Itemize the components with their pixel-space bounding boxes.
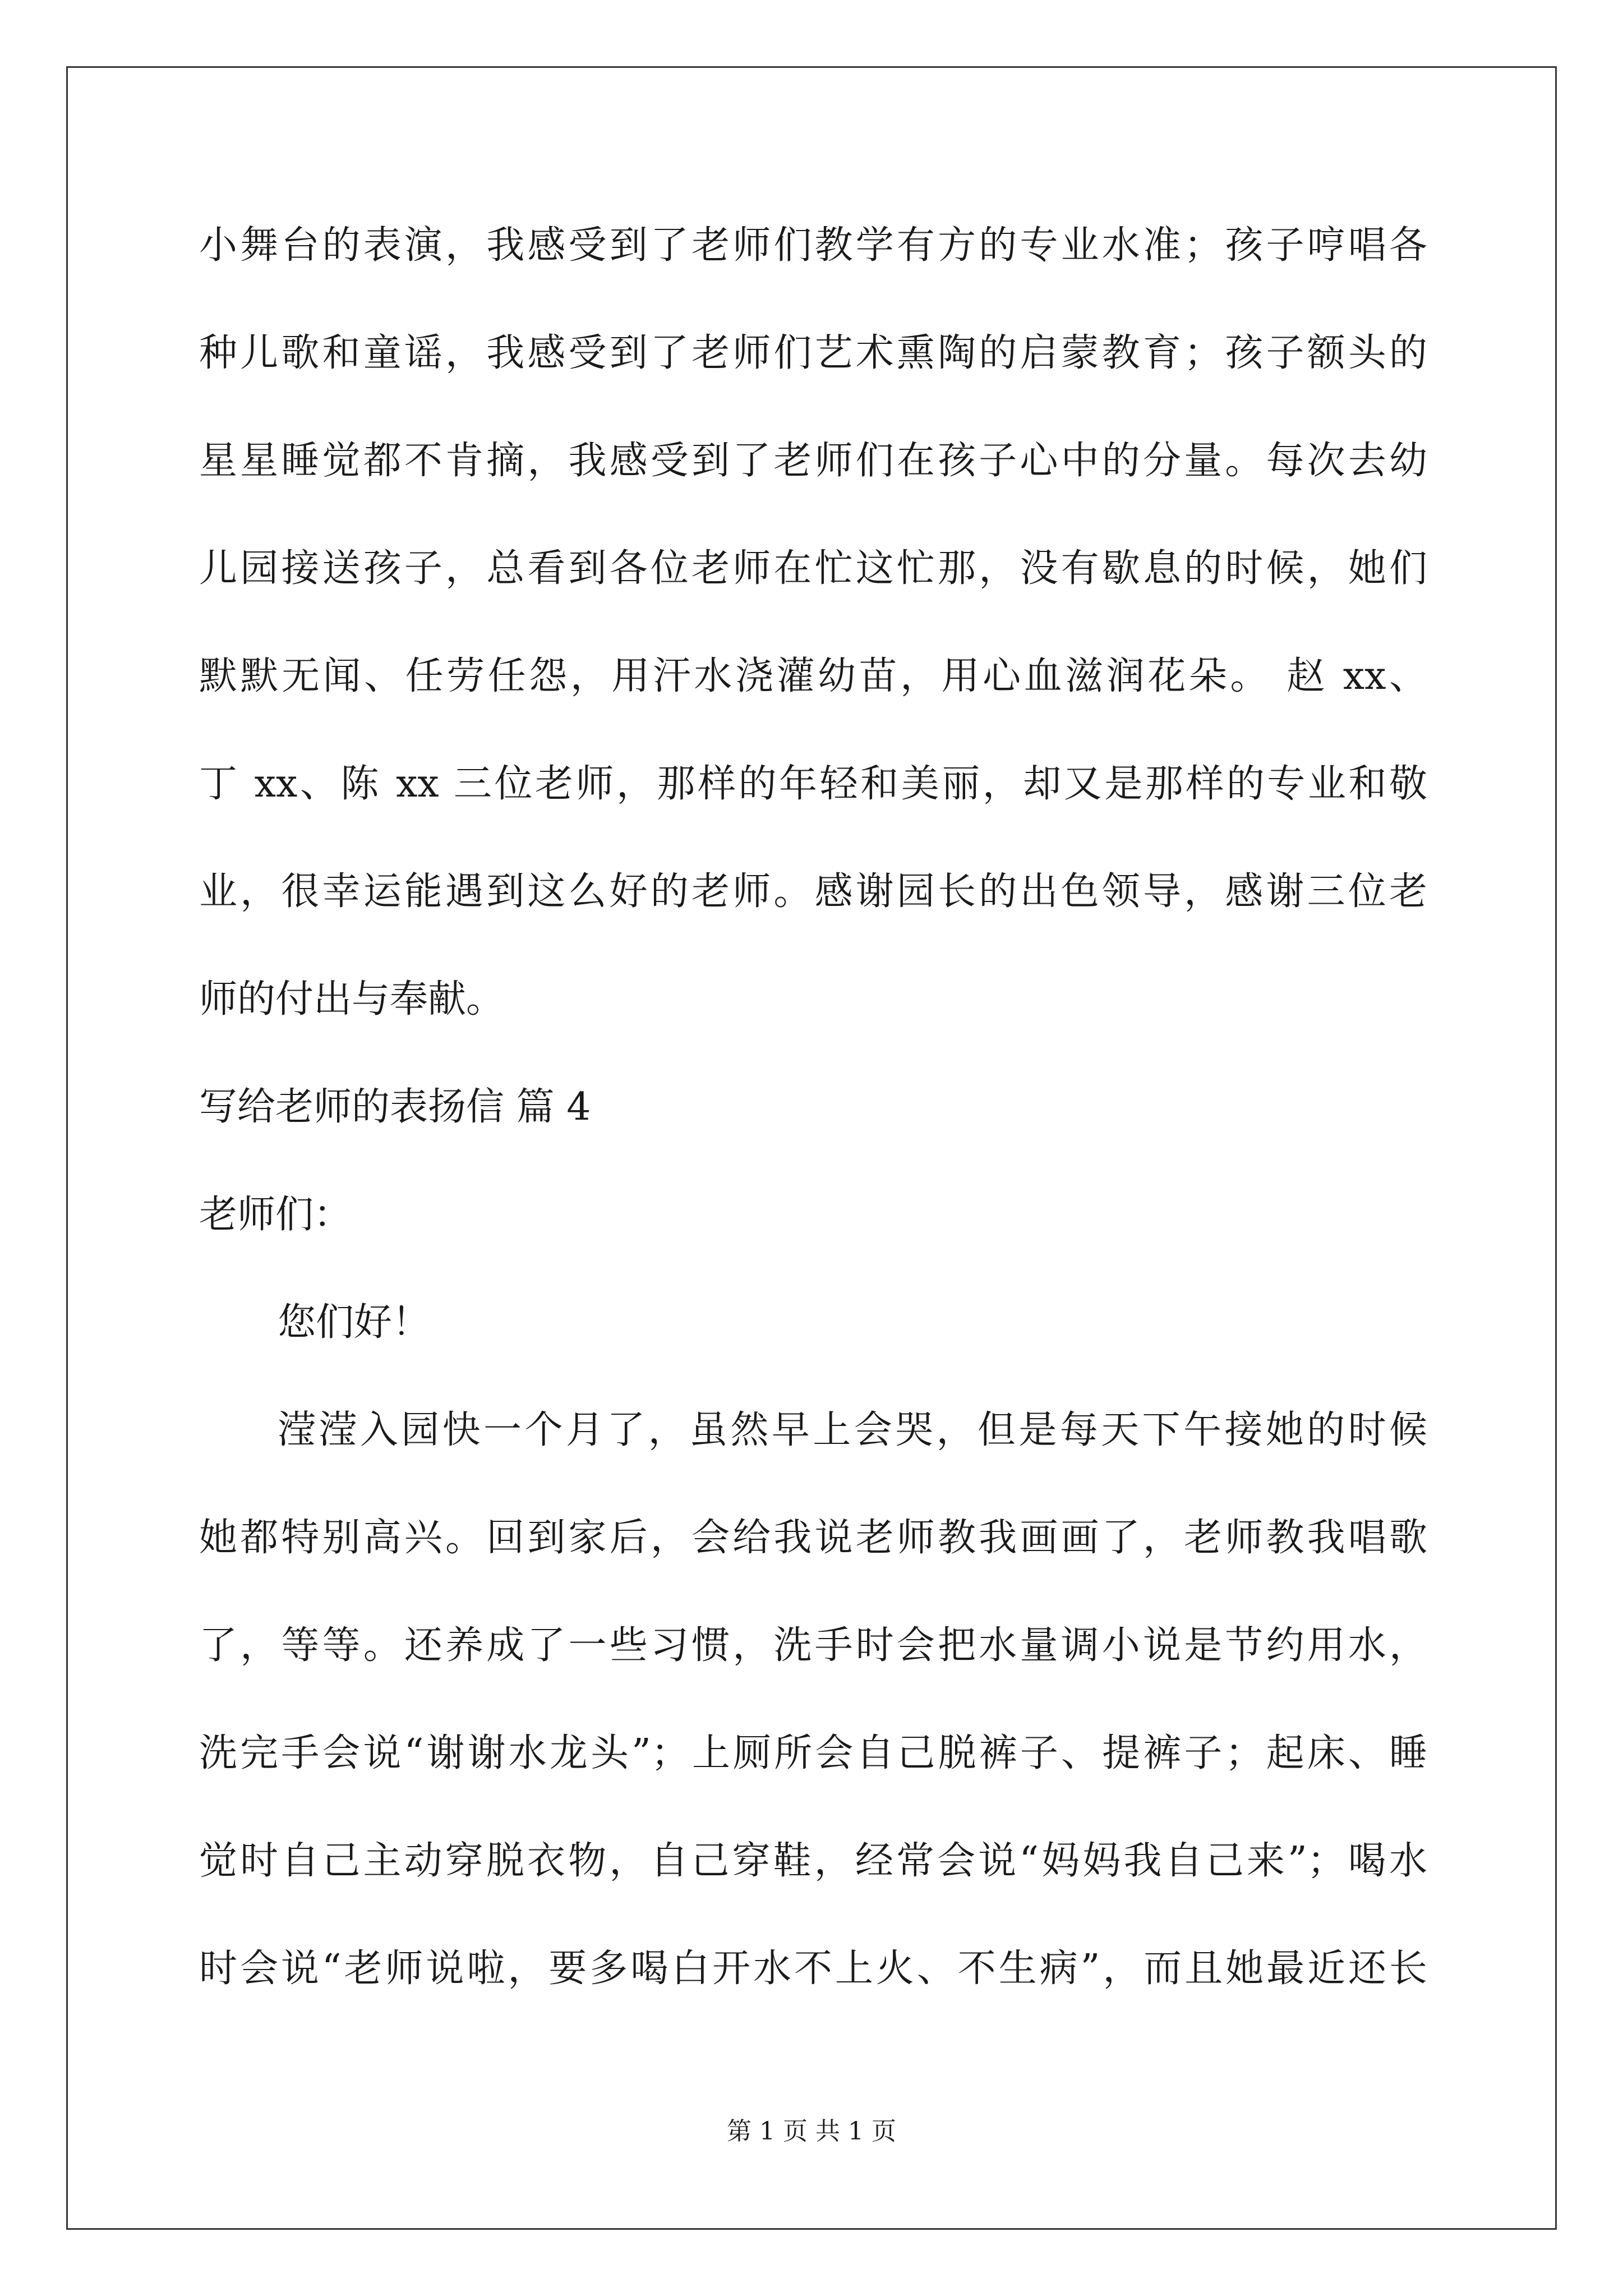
- text-line: 师的付出与奉献。: [199, 977, 505, 1022]
- text-line: 了，等等。还养成了一些习惯，洗手时会把水量调小说是节约用水，: [199, 1623, 1427, 1668]
- text-line: 觉时自己主动穿脱衣物，自己穿鞋，经常会说“妈妈我自己来”；喝水: [199, 1839, 1427, 1883]
- text-line: 小舞台的表演，我感受到了老师们教学有方的专业水准；孩子哼唱各: [199, 223, 1427, 268]
- text-line: 丁 xx、陈 xx 三位老师，那样的年轻和美丽，却又是那样的专业和敬: [199, 762, 1427, 806]
- document-body: [199, 212, 1427, 2043]
- text-line: 儿园接送孩子，总看到各位老师在忙这忙那，没有歇息的时候，她们: [199, 546, 1427, 591]
- text-line: 洗完手会说“谢谢水龙头”；上厕所会自己脱裤子、提裤子；起床、睡: [199, 1731, 1427, 1775]
- salutation: 老师们：: [199, 1193, 352, 1237]
- greeting: 您们好！: [278, 1300, 431, 1345]
- text-line: 种儿歌和童谣，我感受到了老师们艺术熏陶的启蒙教育；孩子额头的: [199, 331, 1427, 375]
- text-line: 星星睡觉都不肯摘，我感受到了老师们在孩子心中的分量。每次去幼: [199, 439, 1427, 483]
- text-line: 业，很幸运能遇到这么好的老师。感谢园长的出色领导，感谢三位老: [199, 869, 1427, 914]
- section-heading: 写给老师的表扬信 篇 4: [199, 1085, 591, 1129]
- page-footer: 第 1 页 共 1 页: [727, 2117, 896, 2146]
- text-line: 她都特别高兴。回到家后，会给我说老师教我画画了，老师教我唱歌: [199, 1516, 1427, 1560]
- text-line: 时会说“老师说啦，要多喝白开水不上火、不生病”，而且她最近还长: [199, 1947, 1427, 1991]
- text-line: 默默无闻、任劳任怨，用汗水浇灌幼苗，用心血滋润花朵。 赵 xx、: [199, 654, 1427, 698]
- text-line: 滢滢入园快一个月了，虽然早上会哭，但是每天下午接她的时候: [278, 1408, 1427, 1452]
